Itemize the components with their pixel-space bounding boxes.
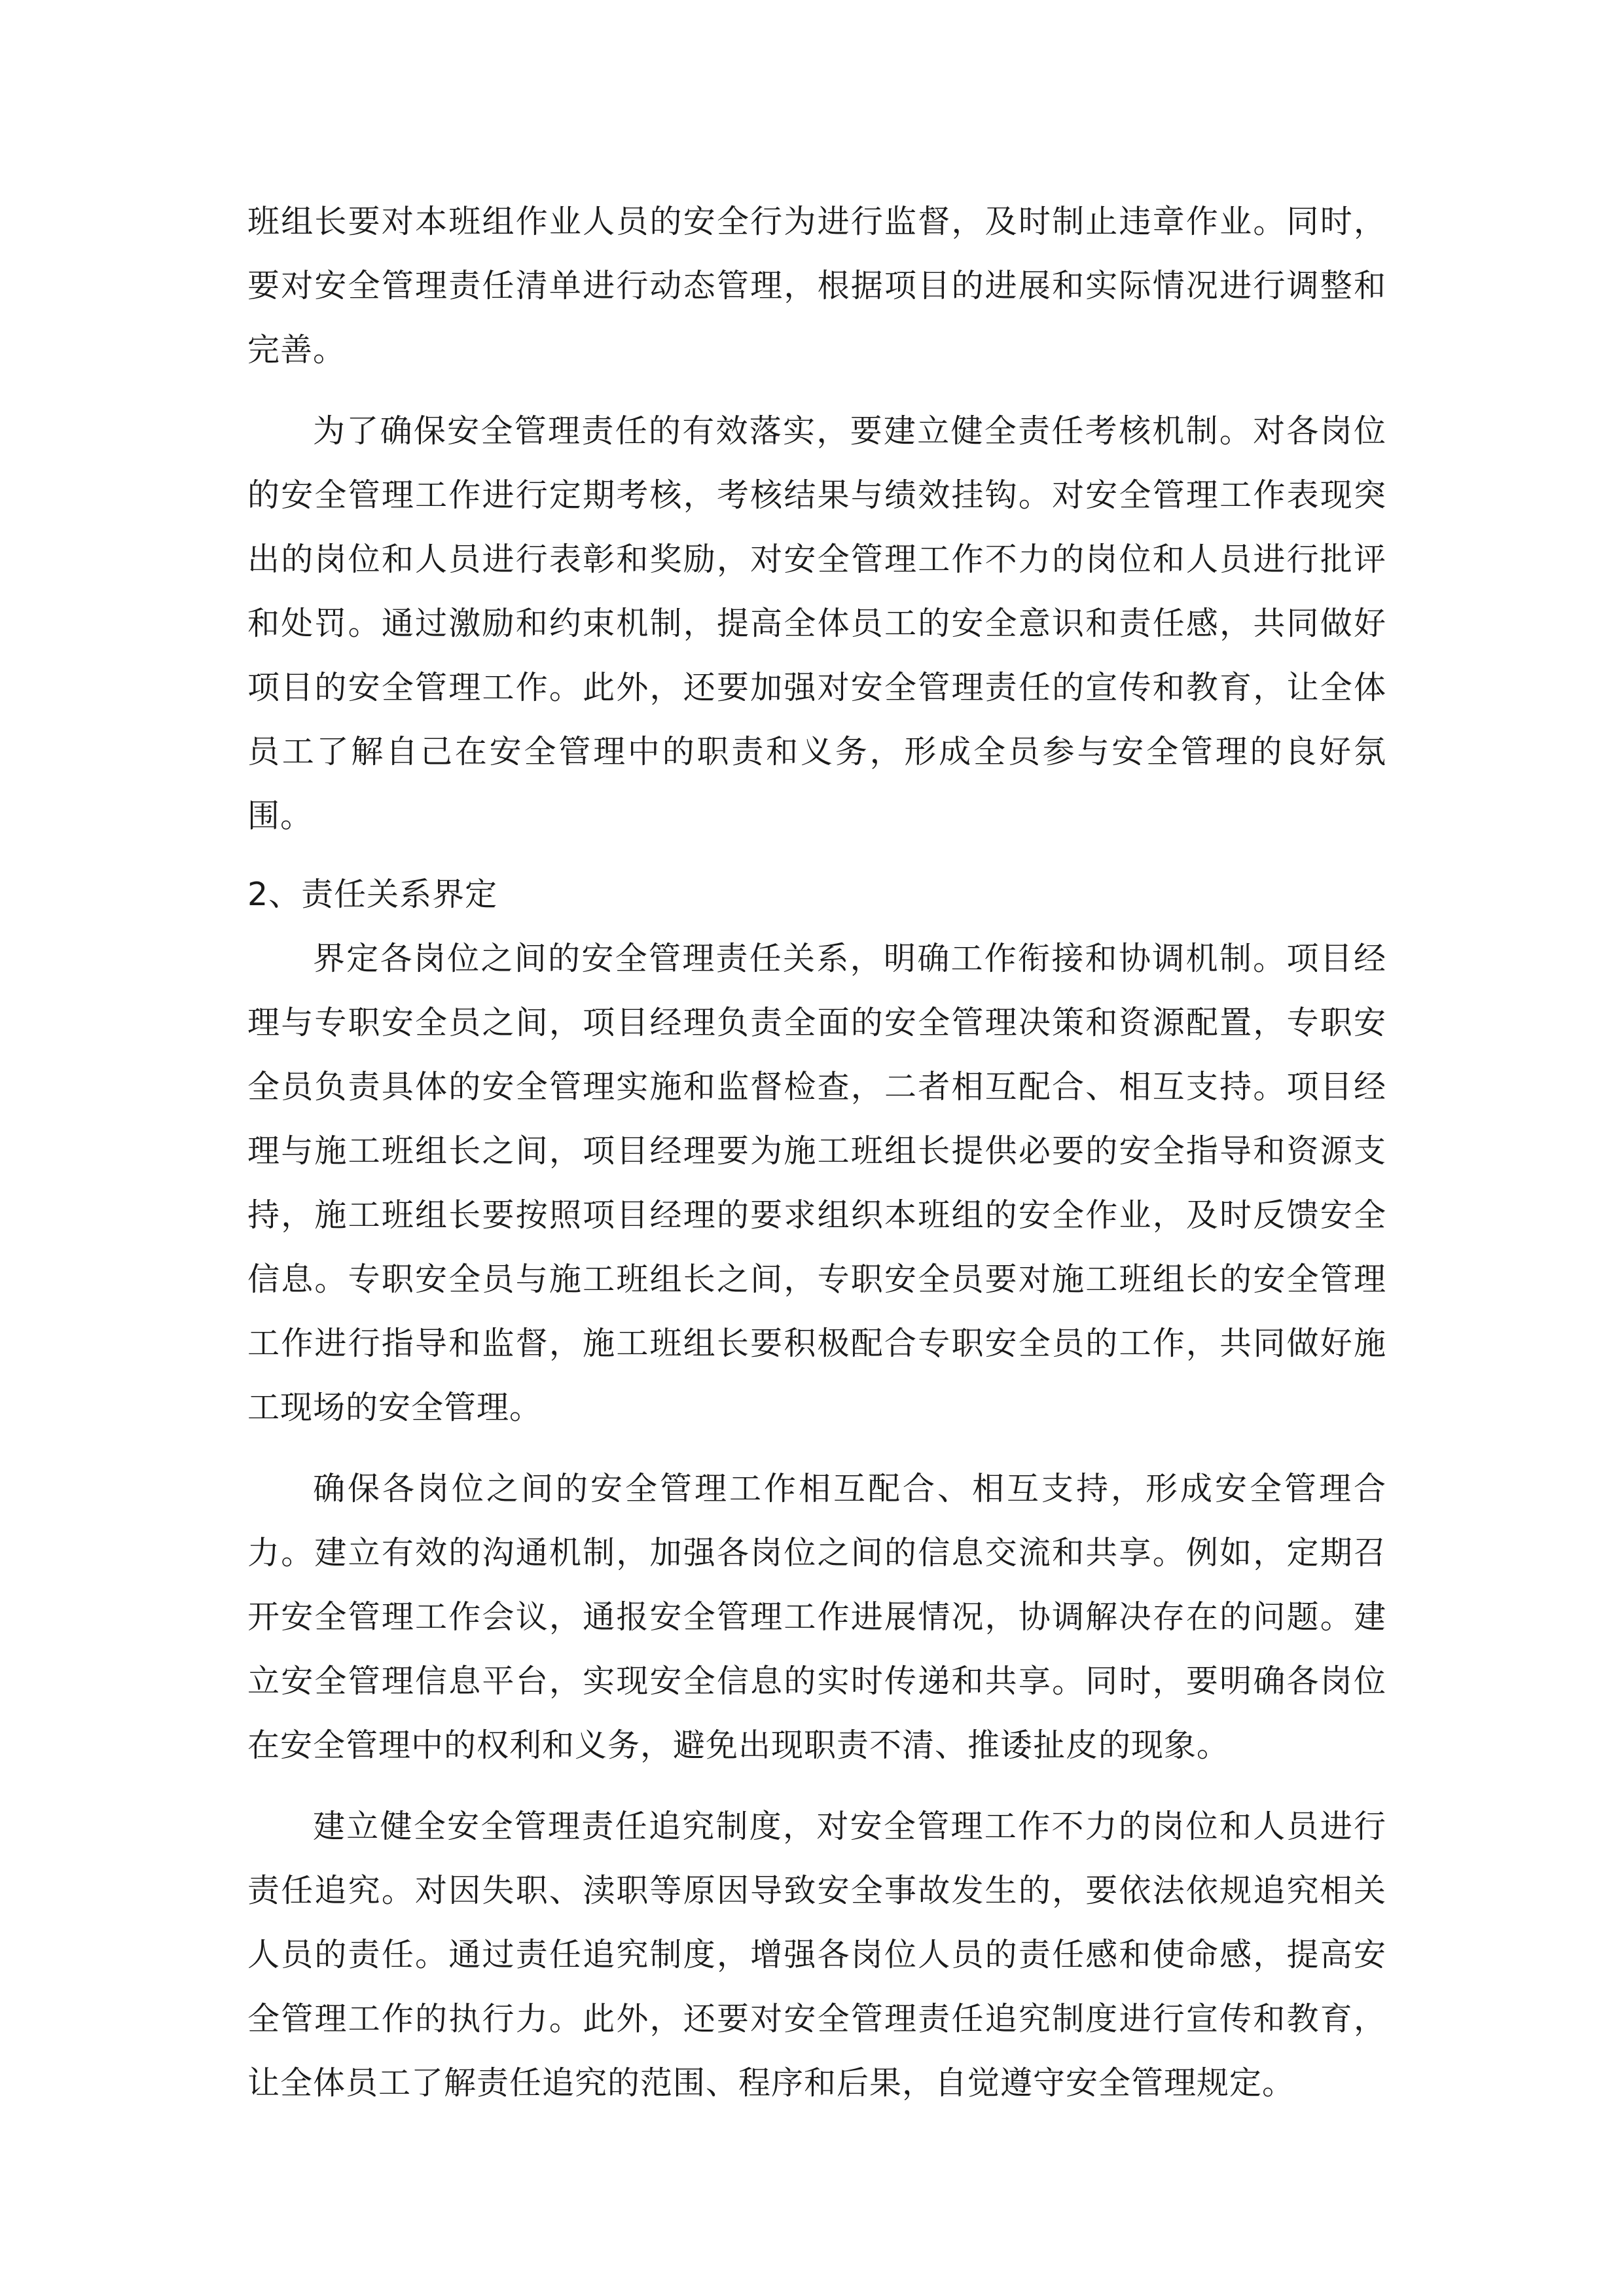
paragraph-team-leader-duties: 班组长要对本班组作业人员的安全行为进行监督，及时制止违章作业。同时，要对安全管理责任清单进行动态管理，根据项目的进展和实际情况进行调整和完善。 bbox=[247, 203, 1386, 368]
section-heading-responsibility-relations: 2、责任关系界定 bbox=[247, 876, 498, 913]
paragraph-assessment-mechanism: 为了确保安全管理责任的有效落实，要建立健全责任考核机制。对各岗位的安全管理工作进行定期考核，考核结果与绩效挂钩。对安全管理工作表现突出的岗位和人员进行表彰和奖励，对安全管理工作不力的岗位和人员进行批评和处罚。通过激励和约束机制，提高全体员工的安全意识和责任感，共同做好项目的安全管理工作。此外，还要加强对安全管理责任的宣传和教育，让全体员工了解自己在安全管理中的职责和义务，形成全员参与安全管理的良好氛围。 bbox=[247, 412, 1386, 834]
paragraph-role-relations: 界定各岗位之间的安全管理责任关系，明确工作衔接和协调机制。项目经理与专职安全员之间，项目经理负责全面的安全管理决策和资源配置，专职安全员负责具体的安全管理实施和监督检查，二者相互配合、相互支持。项目经理与施工班组长之间，项目经理要为施工班组长提供必要的安全指导和资源支持，施工班组长要按照项目经理的要求组织本班组的安全作业，及时反馈安全信息。专职安全员与施工班组长之间，专职安全员要对施工班组长的安全管理工作进行指导和监督，施工班组长要积极配合专职安全员的工作，共同做好施工现场的安全管理。 bbox=[247, 940, 1386, 1426]
paragraph-accountability: 建立健全安全管理责任追究制度，对安全管理工作不力的岗位和人员进行责任追究。对因失职、渎职等原因导致安全事故发生的，要依法依规追究相关人员的责任。通过责任追究制度，增强各岗位人员的责任感和使命感，提高安全管理工作的执行力。此外，还要对安全管理责任追究制度进行宣传和教育，让全体员工了解责任追究的范围、程序和后果，自觉遵守安全管理规定。 bbox=[247, 1808, 1386, 2102]
document-body bbox=[247, 190, 1386, 2115]
paragraph-coordination: 确保各岗位之间的安全管理工作相互配合、相互支持，形成安全管理合力。建立有效的沟通机制，加强各岗位之间的信息交流和共享。例如，定期召开安全管理工作会议，通报安全管理工作进展情况，协调解决存在的问题。建立安全管理信息平台，实现安全信息的实时传递和共享。同时，要明确各岗位在安全管理中的权利和义务，避免出现职责不清、推诿扯皮的现象。 bbox=[247, 1470, 1386, 1764]
